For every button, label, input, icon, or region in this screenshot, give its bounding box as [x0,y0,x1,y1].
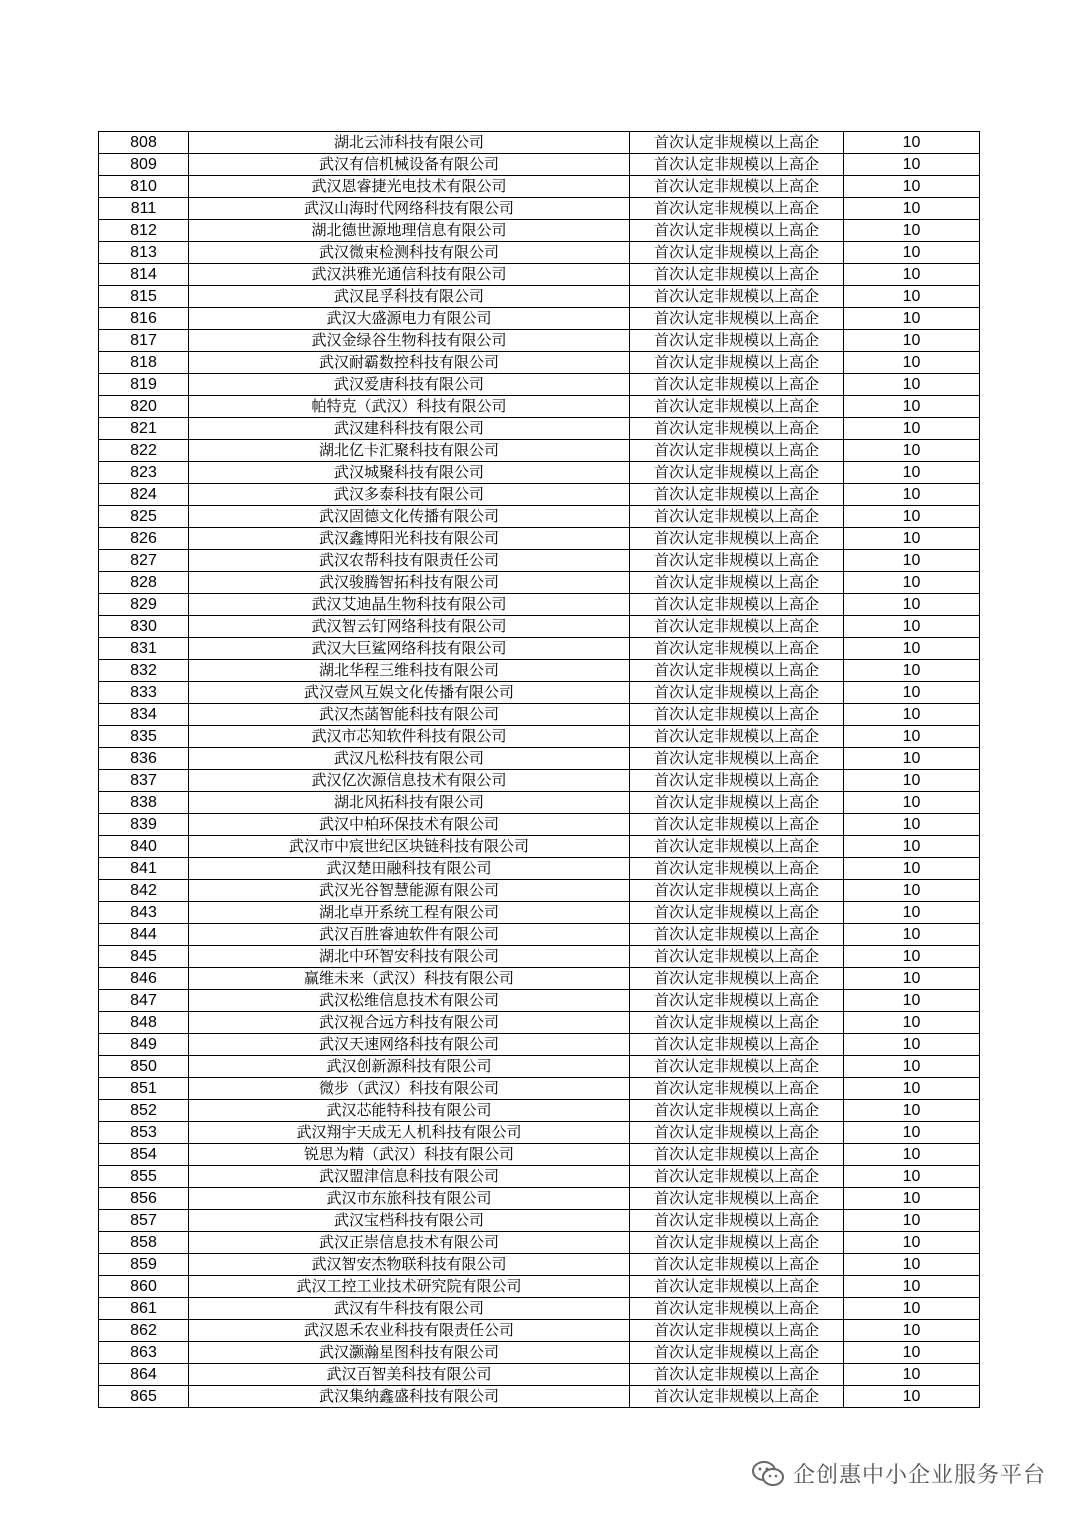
table-row [99,396,980,418]
certification-type-cell: 首次认定非规模以上高企 [630,858,844,880]
row-number-cell: 819 [99,374,189,396]
table-row [99,682,980,704]
table-row [99,506,980,528]
score-cell: 10 [844,858,980,880]
certification-type-cell: 首次认定非规模以上高企 [630,616,844,638]
score-cell: 10 [844,682,980,704]
certification-type-cell: 首次认定非规模以上高企 [630,968,844,990]
company-name-cell: 武汉大巨鲨网络科技有限公司 [189,638,630,660]
row-number-cell: 816 [99,308,189,330]
certification-type-cell: 首次认定非规模以上高企 [630,770,844,792]
table-row [99,968,980,990]
company-name-cell: 武汉微束检测科技有限公司 [189,242,630,264]
score-cell: 10 [844,484,980,506]
certification-type-cell: 首次认定非规模以上高企 [630,286,844,308]
certification-type-cell: 首次认定非规模以上高企 [630,550,844,572]
row-number-cell: 846 [99,968,189,990]
row-number-cell: 833 [99,682,189,704]
score-cell: 10 [844,814,980,836]
certification-type-cell: 首次认定非规模以上高企 [630,1386,844,1408]
row-number-cell: 808 [99,132,189,154]
certification-type-cell: 首次认定非规模以上高企 [630,1034,844,1056]
company-name-cell: 武汉智云钉网络科技有限公司 [189,616,630,638]
certification-type-cell: 首次认定非规模以上高企 [630,748,844,770]
table-row [99,1188,980,1210]
company-name-cell: 湖北亿卡汇聚科技有限公司 [189,440,630,462]
score-cell: 10 [844,1034,980,1056]
score-cell: 10 [844,154,980,176]
row-number-cell: 830 [99,616,189,638]
company-name-cell: 武汉恩禾农业科技有限责任公司 [189,1320,630,1342]
score-cell: 10 [844,1078,980,1100]
row-number-cell: 820 [99,396,189,418]
company-name-cell: 湖北风拓科技有限公司 [189,792,630,814]
row-number-cell: 843 [99,902,189,924]
certification-type-cell: 首次认定非规模以上高企 [630,506,844,528]
table-row [99,638,980,660]
certification-type-cell: 首次认定非规模以上高企 [630,396,844,418]
row-number-cell: 837 [99,770,189,792]
table-row [99,660,980,682]
company-name-cell: 武汉艾迪晶生物科技有限公司 [189,594,630,616]
company-name-cell: 武汉亿次源信息技术有限公司 [189,770,630,792]
table-row [99,1122,980,1144]
company-name-cell: 武汉建科科技有限公司 [189,418,630,440]
score-cell: 10 [844,308,980,330]
company-name-cell: 武汉市东旅科技有限公司 [189,1188,630,1210]
row-number-cell: 865 [99,1386,189,1408]
certification-type-cell: 首次认定非规模以上高企 [630,1254,844,1276]
company-name-cell: 武汉盟津信息科技有限公司 [189,1166,630,1188]
score-cell: 10 [844,924,980,946]
score-cell: 10 [844,528,980,550]
certification-type-cell: 首次认定非规模以上高企 [630,902,844,924]
score-cell: 10 [844,1166,980,1188]
company-name-cell: 武汉宝档科技有限公司 [189,1210,630,1232]
table-row [99,1254,980,1276]
row-number-cell: 850 [99,1056,189,1078]
row-number-cell: 813 [99,242,189,264]
score-cell: 10 [844,660,980,682]
row-number-cell: 853 [99,1122,189,1144]
certification-type-cell: 首次认定非规模以上高企 [630,220,844,242]
certification-type-cell: 首次认定非规模以上高企 [630,1012,844,1034]
score-cell: 10 [844,198,980,220]
company-name-cell: 武汉百智美科技有限公司 [189,1364,630,1386]
row-number-cell: 811 [99,198,189,220]
score-cell: 10 [844,946,980,968]
certification-type-cell: 首次认定非规模以上高企 [630,1276,844,1298]
score-cell: 10 [844,1012,980,1034]
certification-type-cell: 首次认定非规模以上高企 [630,660,844,682]
row-number-cell: 858 [99,1232,189,1254]
table-row [99,1276,980,1298]
company-name-cell: 武汉翔宇天成无人机科技有限公司 [189,1122,630,1144]
company-name-cell: 武汉杰菡智能科技有限公司 [189,704,630,726]
table-row [99,1210,980,1232]
company-name-cell: 武汉有牛科技有限公司 [189,1298,630,1320]
table-row [99,1166,980,1188]
company-name-cell: 武汉固德文化传播有限公司 [189,506,630,528]
company-name-cell: 湖北华程三维科技有限公司 [189,660,630,682]
row-number-cell: 849 [99,1034,189,1056]
certification-type-cell: 首次认定非规模以上高企 [630,440,844,462]
certification-type-cell: 首次认定非规模以上高企 [630,418,844,440]
certification-type-cell: 首次认定非规模以上高企 [630,132,844,154]
row-number-cell: 836 [99,748,189,770]
score-cell: 10 [844,264,980,286]
row-number-cell: 824 [99,484,189,506]
company-name-cell: 武汉市中宸世纪区块链科技有限公司 [189,836,630,858]
row-number-cell: 863 [99,1342,189,1364]
company-name-cell: 帕特克（武汉）科技有限公司 [189,396,630,418]
watermark-text: 企创惠中小企业服务平台 [792,1463,1046,1488]
company-name-cell: 湖北卓开系统工程有限公司 [189,902,630,924]
row-number-cell: 825 [99,506,189,528]
certification-type-cell: 首次认定非规模以上高企 [630,484,844,506]
certification-type-cell: 首次认定非规模以上高企 [630,1078,844,1100]
row-number-cell: 815 [99,286,189,308]
company-name-cell: 武汉松维信息技术有限公司 [189,990,630,1012]
table-row [99,1232,980,1254]
score-cell: 10 [844,1386,980,1408]
table-row [99,330,980,352]
certification-type-cell: 首次认定非规模以上高企 [630,990,844,1012]
company-name-cell: 武汉中柏环保技术有限公司 [189,814,630,836]
certification-type-cell: 首次认定非规模以上高企 [630,1144,844,1166]
table-row [99,990,980,1012]
score-cell: 10 [844,1144,980,1166]
row-number-cell: 844 [99,924,189,946]
company-name-cell: 武汉城聚科技有限公司 [189,462,630,484]
company-name-cell: 武汉农帮科技有限责任公司 [189,550,630,572]
row-number-cell: 862 [99,1320,189,1342]
score-cell: 10 [844,594,980,616]
score-cell: 10 [844,902,980,924]
row-number-cell: 860 [99,1276,189,1298]
company-name-cell: 武汉爱唐科技有限公司 [189,374,630,396]
table-row [99,462,980,484]
table-row [99,264,980,286]
company-name-cell: 武汉芯能特科技有限公司 [189,1100,630,1122]
row-number-cell: 831 [99,638,189,660]
company-name-cell: 武汉智安杰物联科技有限公司 [189,1254,630,1276]
score-cell: 10 [844,880,980,902]
score-cell: 10 [844,330,980,352]
certification-type-cell: 首次认定非规模以上高企 [630,572,844,594]
certification-type-cell: 首次认定非规模以上高企 [630,1122,844,1144]
row-number-cell: 832 [99,660,189,682]
row-number-cell: 810 [99,176,189,198]
score-cell: 10 [844,352,980,374]
table-row [99,154,980,176]
score-cell: 10 [844,550,980,572]
score-cell: 10 [844,462,980,484]
table-row [99,1144,980,1166]
row-number-cell: 822 [99,440,189,462]
row-number-cell: 842 [99,880,189,902]
certification-type-cell: 首次认定非规模以上高企 [630,1364,844,1386]
certification-type-cell: 首次认定非规模以上高企 [630,814,844,836]
company-list-table [98,131,980,1408]
certification-type-cell: 首次认定非规模以上高企 [630,726,844,748]
row-number-cell: 841 [99,858,189,880]
table-row [99,484,980,506]
score-cell: 10 [844,1232,980,1254]
score-cell: 10 [844,1188,980,1210]
table-row [99,770,980,792]
row-number-cell: 838 [99,792,189,814]
table-row [99,704,980,726]
company-name-cell: 锐思为精（武汉）科技有限公司 [189,1144,630,1166]
score-cell: 10 [844,506,980,528]
table-row [99,946,980,968]
company-name-cell: 武汉壹风互娱文化传播有限公司 [189,682,630,704]
certification-type-cell: 首次认定非规模以上高企 [630,1320,844,1342]
company-name-cell: 武汉凡松科技有限公司 [189,748,630,770]
row-number-cell: 814 [99,264,189,286]
company-name-cell: 武汉集纳鑫盛科技有限公司 [189,1386,630,1408]
score-cell: 10 [844,418,980,440]
score-cell: 10 [844,374,980,396]
score-cell: 10 [844,792,980,814]
score-cell: 10 [844,176,980,198]
table-row [99,176,980,198]
table-row [99,616,980,638]
company-name-cell: 武汉天速网络科技有限公司 [189,1034,630,1056]
watermark [751,1458,1046,1489]
company-name-cell: 武汉鑫博阳光科技有限公司 [189,528,630,550]
row-number-cell: 812 [99,220,189,242]
table-row [99,572,980,594]
score-cell: 10 [844,1298,980,1320]
row-number-cell: 857 [99,1210,189,1232]
table-row [99,1298,980,1320]
company-name-cell: 湖北德世源地理信息有限公司 [189,220,630,242]
company-name-cell: 武汉正崇信息技术有限公司 [189,1232,630,1254]
table-row [99,440,980,462]
table-row [99,594,980,616]
company-name-cell: 微步（武汉）科技有限公司 [189,1078,630,1100]
company-name-cell: 武汉恩睿捷光电技术有限公司 [189,176,630,198]
certification-type-cell: 首次认定非规模以上高企 [630,792,844,814]
certification-type-cell: 首次认定非规模以上高企 [630,594,844,616]
certification-type-cell: 首次认定非规模以上高企 [630,1342,844,1364]
certification-type-cell: 首次认定非规模以上高企 [630,1298,844,1320]
table-row [99,1034,980,1056]
table-row [99,1012,980,1034]
score-cell: 10 [844,1210,980,1232]
row-number-cell: 827 [99,550,189,572]
row-number-cell: 839 [99,814,189,836]
certification-type-cell: 首次认定非规模以上高企 [630,242,844,264]
score-cell: 10 [844,1056,980,1078]
row-number-cell: 834 [99,704,189,726]
certification-type-cell: 首次认定非规模以上高企 [630,462,844,484]
company-name-cell: 武汉百胜睿迪软件有限公司 [189,924,630,946]
score-cell: 10 [844,748,980,770]
table-row [99,352,980,374]
row-number-cell: 828 [99,572,189,594]
certification-type-cell: 首次认定非规模以上高企 [630,682,844,704]
score-cell: 10 [844,572,980,594]
certification-type-cell: 首次认定非规模以上高企 [630,1188,844,1210]
certification-type-cell: 首次认定非规模以上高企 [630,1166,844,1188]
table-row [99,1386,980,1408]
table-row [99,902,980,924]
table-body [99,132,980,1408]
wechat-icon [751,1460,785,1488]
table-row [99,220,980,242]
certification-type-cell: 首次认定非规模以上高企 [630,836,844,858]
certification-type-cell: 首次认定非规模以上高企 [630,528,844,550]
certification-type-cell: 首次认定非规模以上高企 [630,1210,844,1232]
table-row [99,924,980,946]
row-number-cell: 809 [99,154,189,176]
company-name-cell: 武汉山海时代网络科技有限公司 [189,198,630,220]
certification-type-cell: 首次认定非规模以上高企 [630,330,844,352]
row-number-cell: 851 [99,1078,189,1100]
row-number-cell: 861 [99,1298,189,1320]
score-cell: 10 [844,1320,980,1342]
score-cell: 10 [844,990,980,1012]
score-cell: 10 [844,132,980,154]
company-name-cell: 武汉创新源科技有限公司 [189,1056,630,1078]
score-cell: 10 [844,1100,980,1122]
table-row [99,1364,980,1386]
row-number-cell: 821 [99,418,189,440]
row-number-cell: 817 [99,330,189,352]
company-name-cell: 武汉骏腾智拓科技有限公司 [189,572,630,594]
certification-type-cell: 首次认定非规模以上高企 [630,638,844,660]
score-cell: 10 [844,1364,980,1386]
table-row [99,374,980,396]
company-name-cell: 武汉楚田融科技有限公司 [189,858,630,880]
certification-type-cell: 首次认定非规模以上高企 [630,352,844,374]
table-row [99,418,980,440]
table-row [99,132,980,154]
table-row [99,286,980,308]
certification-type-cell: 首次认定非规模以上高企 [630,880,844,902]
score-cell: 10 [844,396,980,418]
table-row [99,242,980,264]
company-name-cell: 武汉昆孚科技有限公司 [189,286,630,308]
company-name-cell: 赢维未来（武汉）科技有限公司 [189,968,630,990]
certification-type-cell: 首次认定非规模以上高企 [630,1232,844,1254]
company-name-cell: 武汉灏瀚星图科技有限公司 [189,1342,630,1364]
certification-type-cell: 首次认定非规模以上高企 [630,1100,844,1122]
score-cell: 10 [844,770,980,792]
company-name-cell: 武汉金绿谷生物科技有限公司 [189,330,630,352]
table-row [99,726,980,748]
table-row [99,858,980,880]
company-name-cell: 武汉视合远方科技有限公司 [189,1012,630,1034]
row-number-cell: 826 [99,528,189,550]
company-name-cell: 武汉有信机械设备有限公司 [189,154,630,176]
score-cell: 10 [844,726,980,748]
certification-type-cell: 首次认定非规模以上高企 [630,308,844,330]
row-number-cell: 864 [99,1364,189,1386]
company-name-cell: 武汉工控工业技术研究院有限公司 [189,1276,630,1298]
row-number-cell: 848 [99,1012,189,1034]
company-name-cell: 武汉大盛源电力有限公司 [189,308,630,330]
company-name-cell: 湖北中环智安科技有限公司 [189,946,630,968]
row-number-cell: 852 [99,1100,189,1122]
score-cell: 10 [844,968,980,990]
row-number-cell: 845 [99,946,189,968]
row-number-cell: 823 [99,462,189,484]
score-cell: 10 [844,440,980,462]
row-number-cell: 847 [99,990,189,1012]
row-number-cell: 829 [99,594,189,616]
table-row [99,748,980,770]
company-name-cell: 湖北云沛科技有限公司 [189,132,630,154]
table-row [99,528,980,550]
certification-type-cell: 首次认定非规模以上高企 [630,1056,844,1078]
table-row [99,1342,980,1364]
table-row [99,836,980,858]
row-number-cell: 854 [99,1144,189,1166]
score-cell: 10 [844,704,980,726]
certification-type-cell: 首次认定非规模以上高企 [630,154,844,176]
table-row [99,792,980,814]
certification-type-cell: 首次认定非规模以上高企 [630,704,844,726]
certification-type-cell: 首次认定非规模以上高企 [630,198,844,220]
certification-type-cell: 首次认定非规模以上高企 [630,374,844,396]
row-number-cell: 856 [99,1188,189,1210]
certification-type-cell: 首次认定非规模以上高企 [630,176,844,198]
row-number-cell: 840 [99,836,189,858]
score-cell: 10 [844,220,980,242]
table-row [99,198,980,220]
company-name-cell: 武汉耐霸数控科技有限公司 [189,352,630,374]
table-row [99,814,980,836]
row-number-cell: 855 [99,1166,189,1188]
company-name-cell: 武汉光谷智慧能源有限公司 [189,880,630,902]
row-number-cell: 818 [99,352,189,374]
certification-type-cell: 首次认定非规模以上高企 [630,264,844,286]
score-cell: 10 [844,638,980,660]
score-cell: 10 [844,1254,980,1276]
score-cell: 10 [844,286,980,308]
score-cell: 10 [844,1276,980,1298]
score-cell: 10 [844,242,980,264]
row-number-cell: 859 [99,1254,189,1276]
table-row [99,308,980,330]
table-row [99,1100,980,1122]
table-row [99,1056,980,1078]
score-cell: 10 [844,1342,980,1364]
row-number-cell: 835 [99,726,189,748]
certification-type-cell: 首次认定非规模以上高企 [630,946,844,968]
table-row [99,550,980,572]
company-name-cell: 武汉多泰科技有限公司 [189,484,630,506]
certification-type-cell: 首次认定非规模以上高企 [630,924,844,946]
score-cell: 10 [844,616,980,638]
table-row [99,880,980,902]
company-name-cell: 武汉市芯知软件科技有限公司 [189,726,630,748]
score-cell: 10 [844,1122,980,1144]
score-cell: 10 [844,836,980,858]
table-row [99,1320,980,1342]
company-name-cell: 武汉洪雅光通信科技有限公司 [189,264,630,286]
table-row [99,1078,980,1100]
